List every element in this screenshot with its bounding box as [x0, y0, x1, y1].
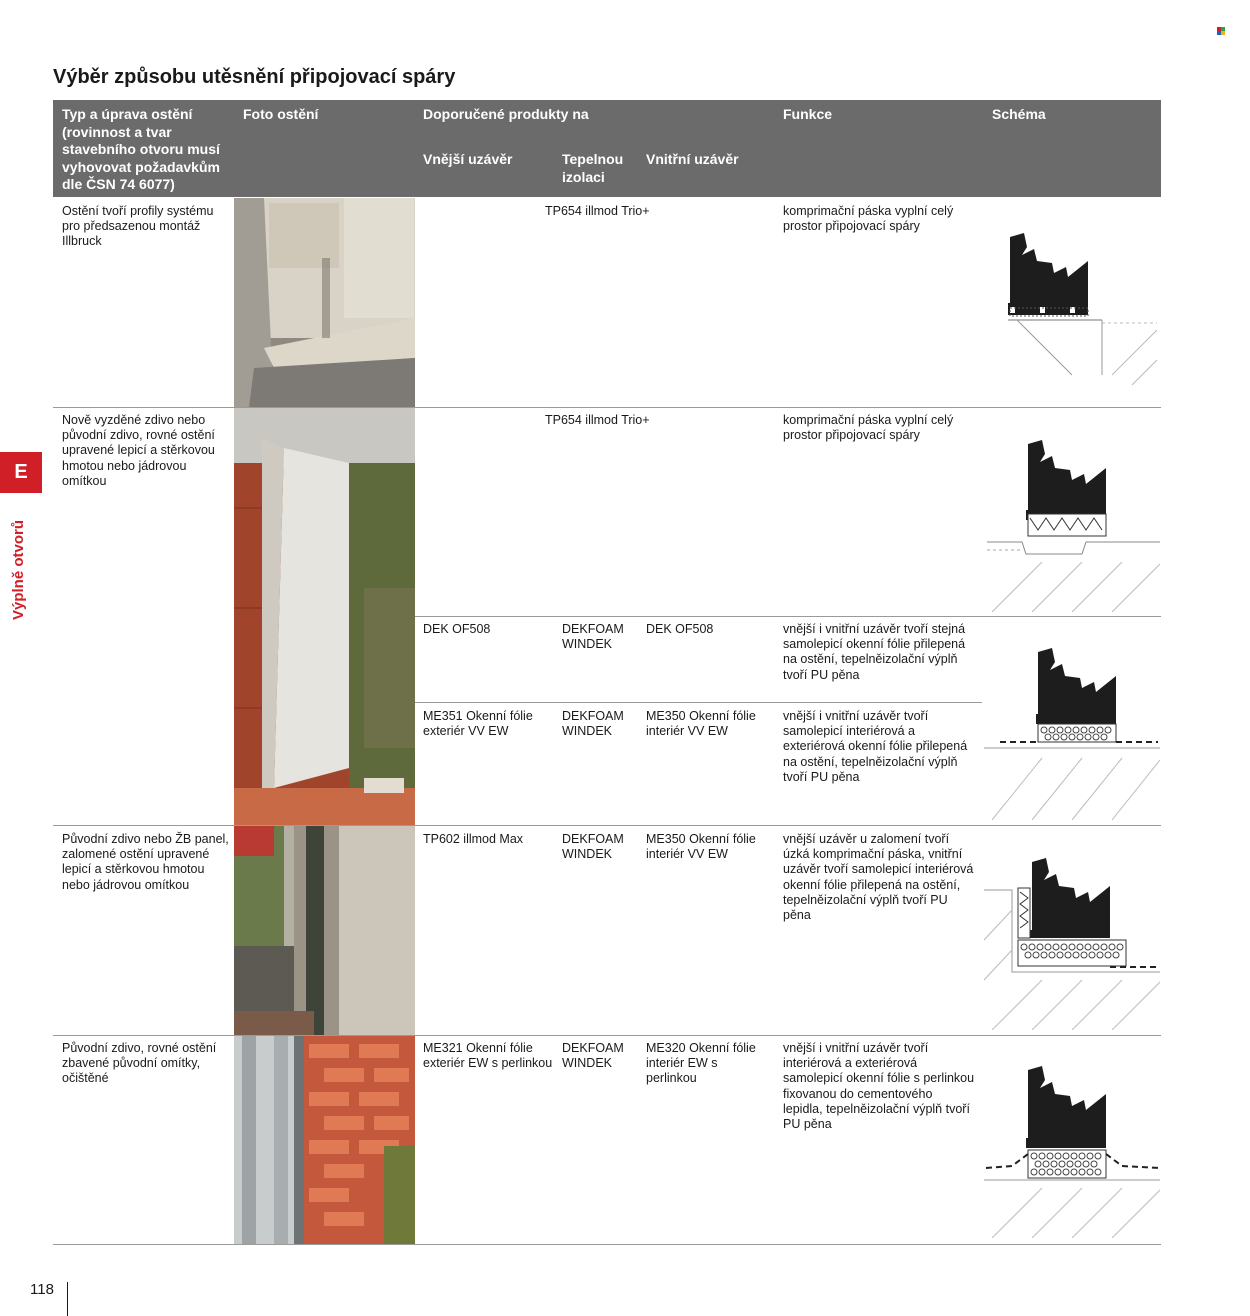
row4-insulation: DEKFOAM WINDEK	[562, 709, 624, 739]
page-number: 118	[30, 1281, 54, 1298]
row1-function: komprimační páska vyplní celý prostor připojovací spáry	[783, 204, 954, 234]
schema-1-diagram	[982, 225, 1162, 405]
row-divider	[53, 407, 1161, 408]
row-divider	[53, 1035, 1161, 1036]
row5-inner: ME350 Okenní fólie interiér VV EW	[646, 832, 756, 862]
row3-function: vnější i vnitřní uzávěr tvoří stejná samolepicí okenní fólie přilepená na ostění, tepelněizolační výplň tvoří PU pěna	[783, 622, 966, 682]
row1-type: Ostění tvoří profily systému pro předsazenou montáž Illbruck	[62, 204, 214, 249]
row2-function: komprimační páska vyplní celý prostor připojovací spáry	[783, 413, 954, 443]
row2-insulation: TP654 illmod Trio+	[545, 413, 650, 427]
row-divider	[53, 825, 1161, 826]
photo-illbruck-profiles	[234, 198, 415, 407]
schema-2-diagram	[982, 432, 1162, 612]
row4-function: vnější i vnitřní uzávěr tvoří samolepicí interiérová a exteriérová okenní fólie přilepená na ostění, tepelněizolační výplň tvoří PU pěna	[783, 709, 968, 784]
row6-inner: ME320 Okenní fólie interiér EW s perlinkou	[646, 1041, 756, 1086]
table-header	[53, 100, 1161, 197]
row3-inner: DEK OF508	[646, 622, 714, 636]
schema-3-diagram	[982, 640, 1162, 820]
row6-type: Původní zdivo, rovné ostění zbavené původní omítky, očištěné	[62, 1041, 217, 1086]
row4-inner: ME350 Okenní fólie interiér VV EW	[646, 709, 756, 739]
row6-insulation: DEKFOAM WINDEK	[562, 1041, 624, 1071]
row2-type: Nově vyzděné zdivo nebo původní zdivo, rovné ostění upravené lepicí a stěrkovou hmotou nebo jádrovou omítkou	[62, 413, 215, 488]
header-inner: Vnitřní uzávěr	[646, 151, 739, 167]
row6-function: vnější i vnitřní uzávěr tvoří interiérová a exteriérová samolepicí okenní fólie s perlinkou fixovanou do cementového lepidla, tepelněizolační výplň tvoří PU pěna	[783, 1041, 975, 1132]
schema-5-diagram	[982, 1058, 1162, 1238]
row5-outer: TP602 illmod Max	[423, 832, 524, 846]
header-products: Doporučené produkty na	[423, 106, 589, 122]
photo-new-masonry	[234, 408, 415, 825]
header-function: Funkce	[783, 106, 833, 122]
brand-logo-icon	[1217, 27, 1225, 35]
row5-function: vnější uzávěr u zalomení tvoří úzká komprimační páska, vnitřní uzávěr tvoří samolepicí interiérová okenní fólie přilepená na ostění, tepelněizolační výplň tvoří PU pěna	[783, 832, 974, 923]
page-number-divider	[67, 1282, 68, 1316]
row-divider	[53, 1244, 1161, 1245]
row-divider	[415, 702, 982, 703]
row1-insulation: TP654 illmod Trio+	[545, 204, 650, 218]
section-label: Výplně otvorů	[10, 519, 27, 620]
page-title: Výběr způsobu utěsnění připojovací spáry	[53, 66, 456, 88]
row6-outer: ME321 Okenní fólie exteriér EW s perlinkou	[423, 1041, 553, 1071]
header-insulation: Tepelnou izolaci	[562, 151, 624, 185]
row5-insulation: DEKFOAM WINDEK	[562, 832, 624, 862]
row3-insulation: DEKFOAM WINDEK	[562, 622, 624, 652]
header-type: Typ a úprava ostění (rovinnost a tvar stavebního otvoru musí vyhovovat požadavkům dle ČSN 74 6077)	[62, 106, 220, 192]
header-photo: Foto ostění	[243, 106, 319, 122]
schema-4-diagram	[982, 850, 1162, 1030]
header-schema: Schéma	[992, 106, 1046, 122]
header-outer: Vnější uzávěr	[423, 151, 513, 167]
row5-type: Původní zdivo nebo ŽB panel, zalomené ostění upravené lepicí a stěrkovou hmotou nebo jádrovou omítkou	[62, 832, 229, 892]
row-divider	[415, 616, 1161, 617]
section-tab: E	[0, 452, 42, 493]
row3-outer: DEK OF508	[423, 622, 491, 636]
photo-cleaned-masonry	[234, 1036, 415, 1244]
row4-outer: ME351 Okenní fólie exteriér VV EW	[423, 709, 533, 739]
photo-concrete-panel	[234, 826, 415, 1035]
